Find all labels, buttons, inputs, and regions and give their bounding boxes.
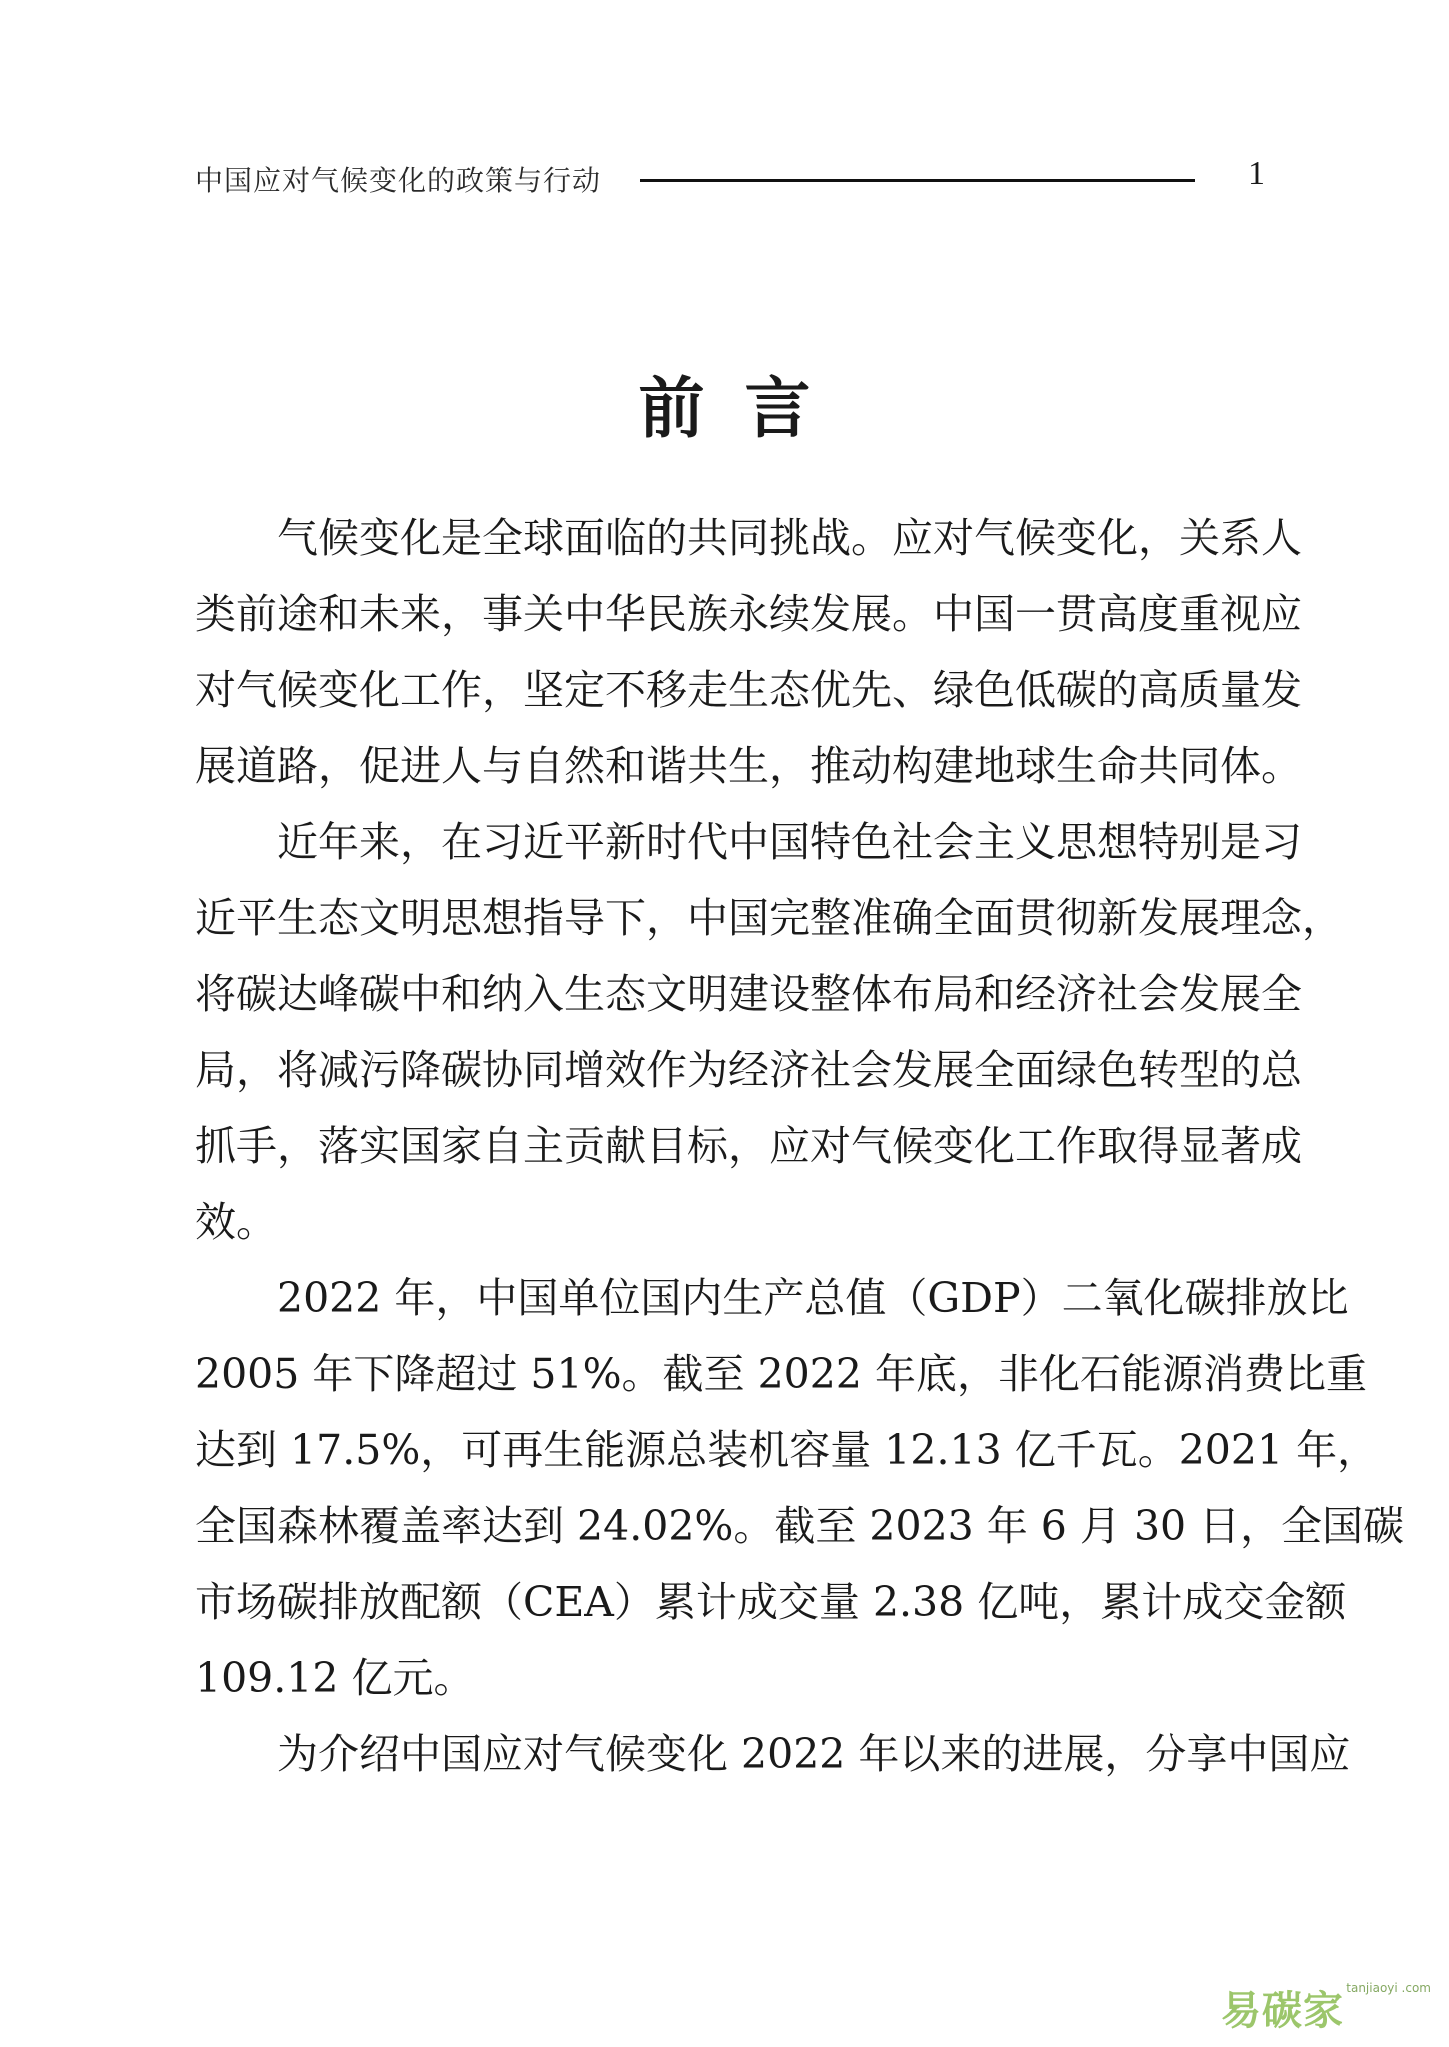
- text-line: 达到 17.5%，可再生能源总装机容量 12.13 亿千瓦。2021 年，: [195, 1426, 1379, 1474]
- text-line: 市场碳排放配额（CEA）累计成交量 2.38 亿吨，累计成交金额: [195, 1578, 1347, 1626]
- running-header: [195, 155, 1275, 205]
- watermark-site-text: tanjiaoyi .com: [1346, 1981, 1431, 1995]
- text-line: 局，将减污降碳协同增效作为经济社会发展全面绿色转型的总: [195, 1046, 1302, 1094]
- watermark-logo: [1221, 1979, 1431, 2039]
- body-text: [195, 500, 1405, 1792]
- text-line: 抓手，落实国家自主贡献目标，应对气候变化工作取得显著成: [195, 1122, 1302, 1170]
- text-line: 全国森林覆盖率达到 24.02%。截至 2023 年 6 月 30 日，全国碳: [195, 1502, 1405, 1550]
- paragraph-1: [195, 500, 1302, 804]
- section-title: 前言: [638, 369, 851, 447]
- text-line: 2005 年下降超过 51%。截至 2022 年底，非化石能源消费比重: [195, 1350, 1367, 1398]
- header-rule: [640, 179, 1195, 182]
- page-number: 1: [1248, 155, 1265, 192]
- text-line: 气候变化是全球面临的共同挑战。应对气候变化，关系人: [277, 514, 1302, 562]
- paragraph-2: [195, 804, 1343, 1260]
- text-line: 类前途和未来，事关中华民族永续发展。中国一贯高度重视应: [195, 590, 1302, 638]
- text-line: 近年来，在习近平新时代中国特色社会主义思想特别是习: [277, 818, 1302, 866]
- text-line: 对气候变化工作，坚定不移走生态优先、绿色低碳的高质量发: [195, 666, 1302, 714]
- watermark-logo-text: 易碳家: [1221, 1988, 1344, 2034]
- paragraph-3: [195, 1260, 1405, 1716]
- text-line: 2022 年，中国单位国内生产总值（GDP）二氧化碳排放比: [277, 1274, 1349, 1322]
- header-title: 中国应对气候变化的政策与行动: [195, 164, 602, 197]
- text-line: 为介绍中国应对气候变化 2022 年以来的进展，分享中国应: [277, 1730, 1351, 1778]
- text-line: 近平生态文明思想指导下，中国完整准确全面贯彻新发展理念，: [195, 894, 1343, 942]
- text-line: 展道路，促进人与自然和谐共生，推动构建地球生命共同体。: [195, 742, 1302, 790]
- text-line: 109.12 亿元。: [195, 1654, 475, 1702]
- text-line: 效。: [195, 1198, 277, 1246]
- text-line: 将碳达峰碳中和纳入生态文明建设整体布局和经济社会发展全: [195, 970, 1302, 1018]
- paragraph-4: [195, 1716, 1351, 1792]
